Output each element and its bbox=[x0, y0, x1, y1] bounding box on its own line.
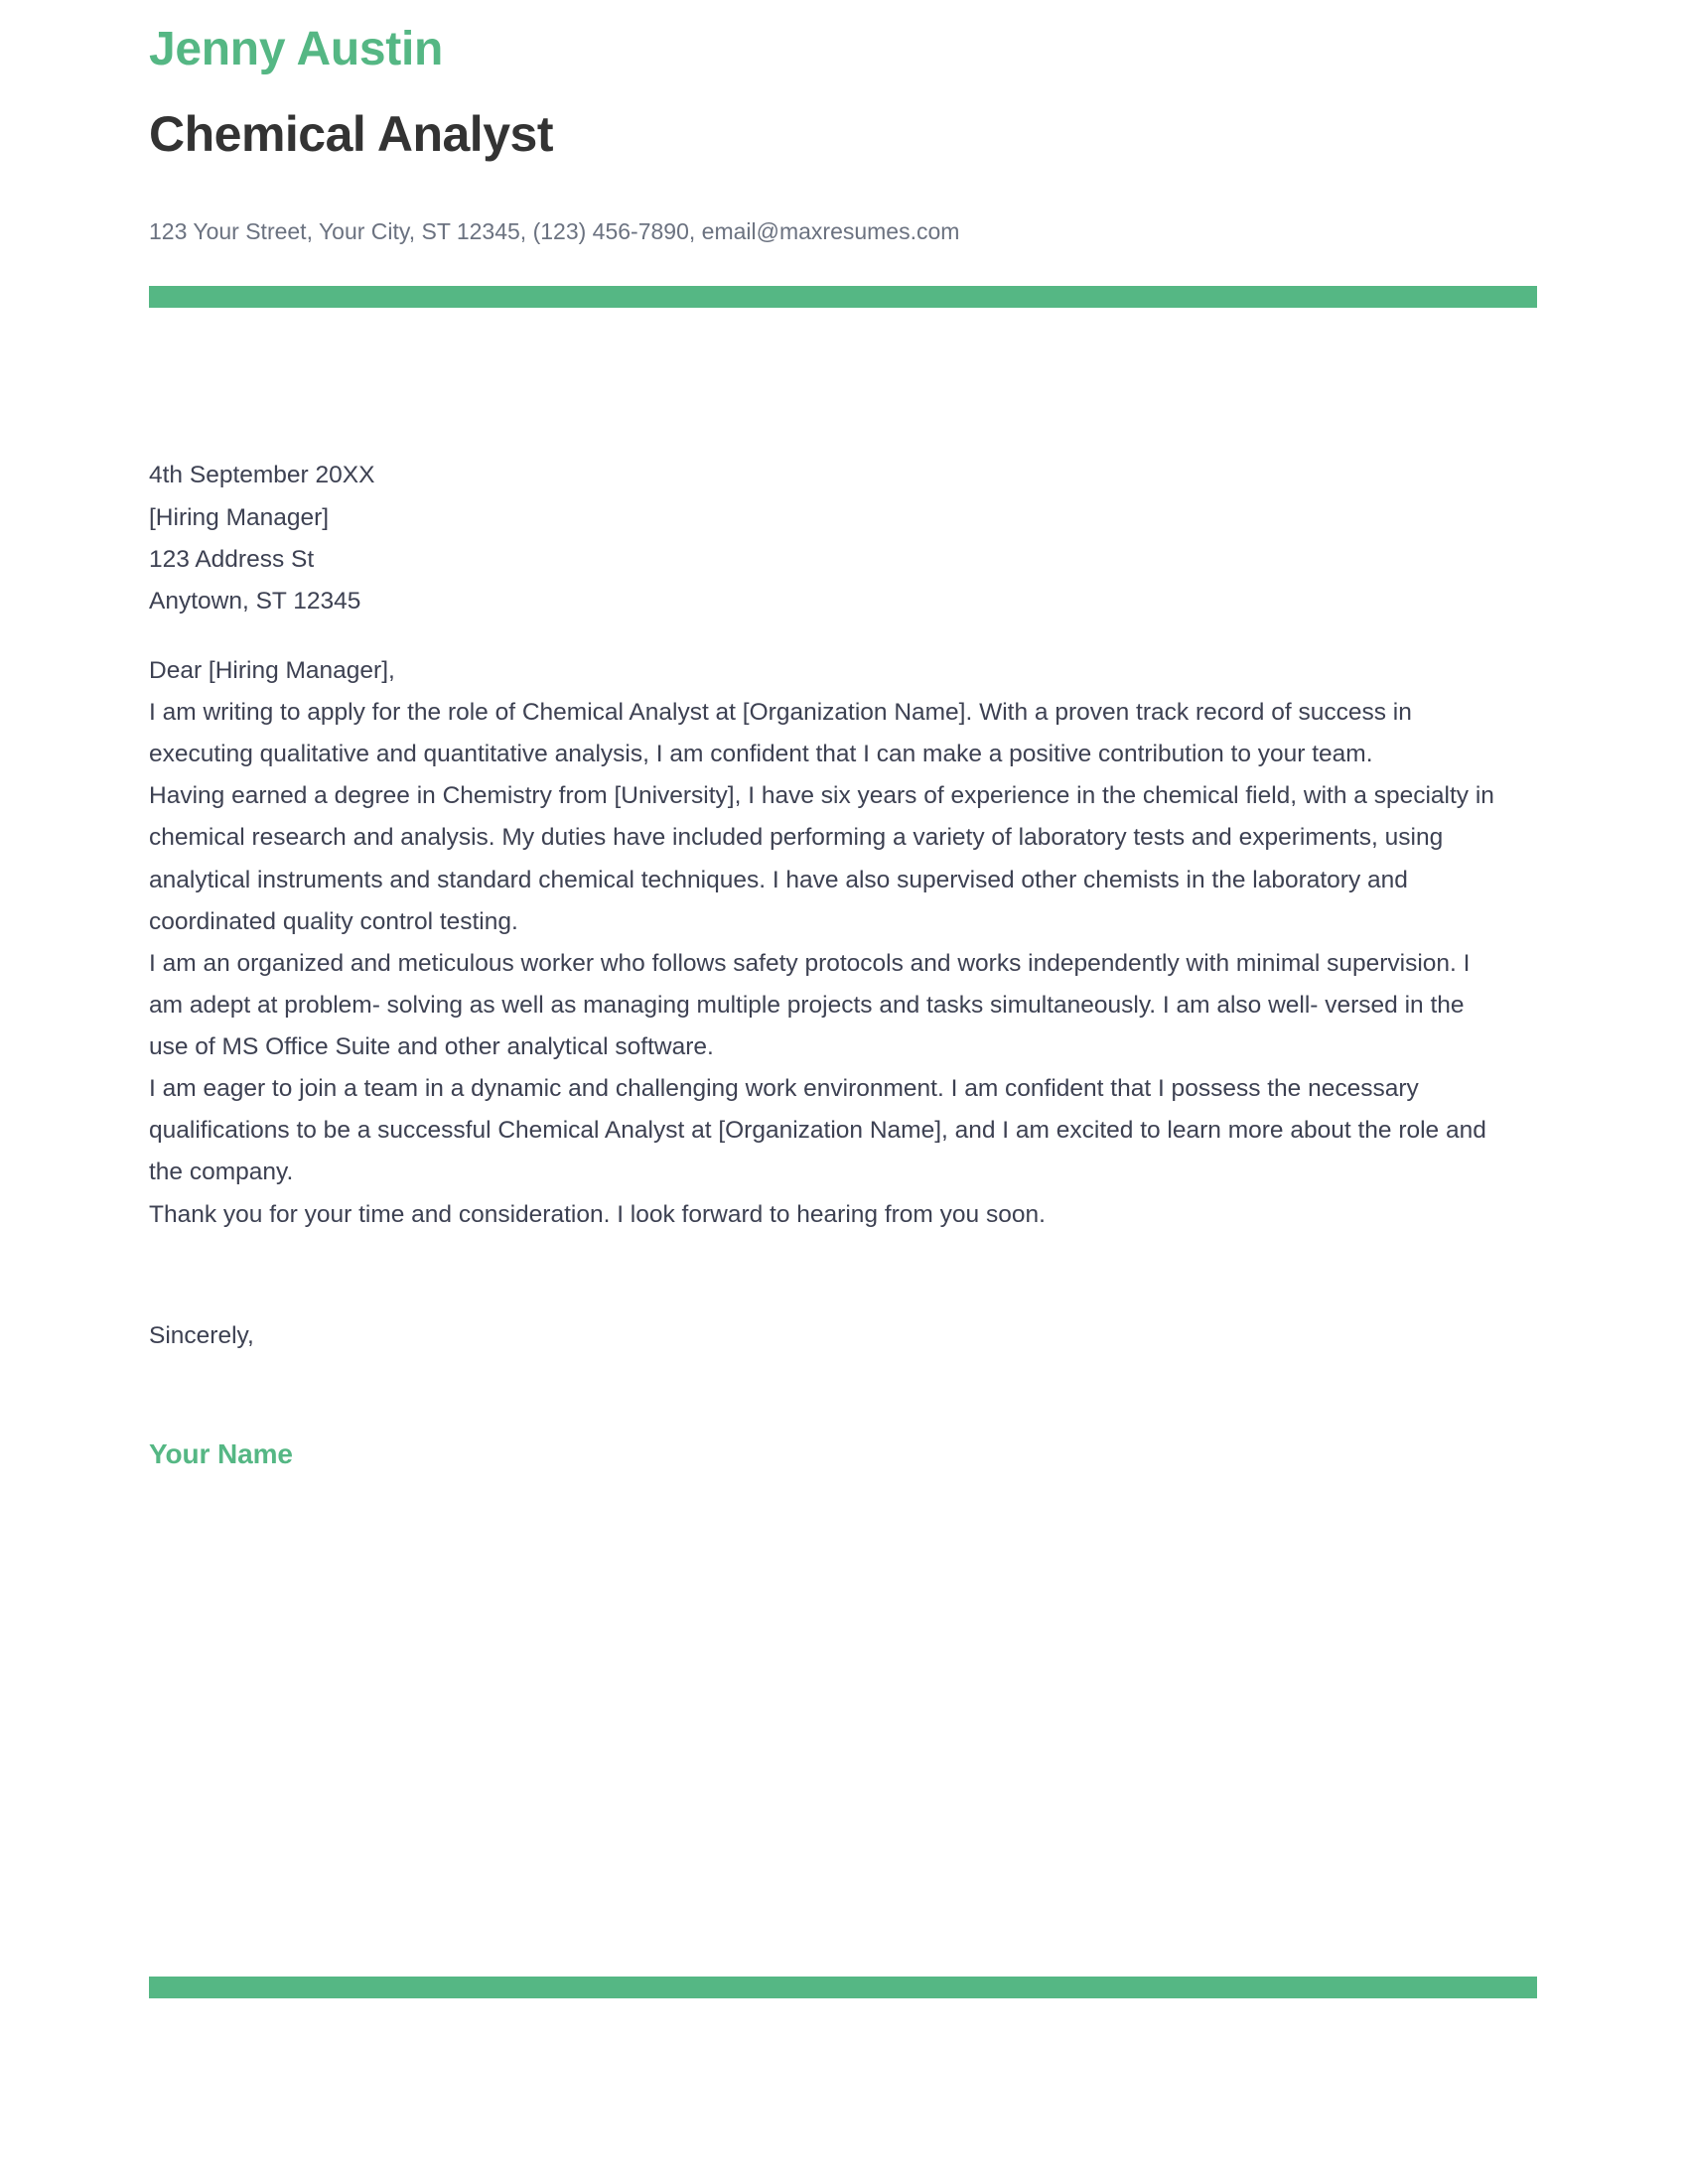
letter-body bbox=[149, 455, 1537, 1469]
salutation: Dear [Hiring Manager], bbox=[149, 656, 395, 684]
address-line-2: Anytown, ST 12345 bbox=[149, 587, 361, 614]
footer-divider-bar bbox=[149, 1977, 1537, 1998]
contact-info-line: 123 Your Street, Your City, ST 12345, (123) 456-7890, email@maxresumes.com bbox=[149, 218, 960, 245]
closing-salutation: Sincerely, bbox=[149, 1321, 254, 1349]
job-title: Chemical Analyst bbox=[149, 106, 553, 163]
candidate-name: Jenny Austin bbox=[149, 23, 444, 75]
recipient-address bbox=[149, 539, 1537, 622]
body-paragraph-1: I am writing to apply for the role of Chemical Analyst at [Organization Name]. With a proven track record of success in executing qualitative and quantitative analysis, I am confident that I can make a positive contribution to your team. bbox=[149, 699, 1412, 768]
letter-date: 4th September 20XX bbox=[149, 462, 375, 489]
letter-sheet bbox=[149, 0, 1537, 1470]
letter-header bbox=[149, 0, 1537, 247]
body-paragraph-2: Having earned a degree in Chemistry from [University], I have six years of experience in the chemical field, with a specialty in chemical research and analysis. My duties have included performing a variety of laboratory tests and experiments, using analytical instruments and standard chemical techniques. I have also supervised other chemists in the laboratory and coordinated quality control testing. bbox=[149, 782, 1494, 935]
signature-name: Your Name bbox=[149, 1437, 293, 1469]
body-paragraph-4: I am eager to join a team in a dynamic and challenging work environment. I am confident that I possess the necessary qualifications to be a successful Chemical Analyst at [Organization Name], and I am excited to learn more about the role and the company. bbox=[149, 1075, 1486, 1186]
body-paragraph-5: Thank you for your time and consideration. I look forward to hearing from you soon. bbox=[149, 1200, 1046, 1228]
address-line-1: 123 Address St bbox=[149, 545, 315, 573]
header-divider-bar bbox=[149, 286, 1537, 308]
recipient-name: [Hiring Manager] bbox=[149, 503, 330, 531]
body-paragraph-3: I am an organized and meticulous worker who follows safety protocols and works independently with minimal supervision. I am adept at problem- solving as well as managing multiple projects and tasks simultaneously. I am also well- versed in the use of MS Office Suite and other analytical software. bbox=[149, 949, 1471, 1060]
